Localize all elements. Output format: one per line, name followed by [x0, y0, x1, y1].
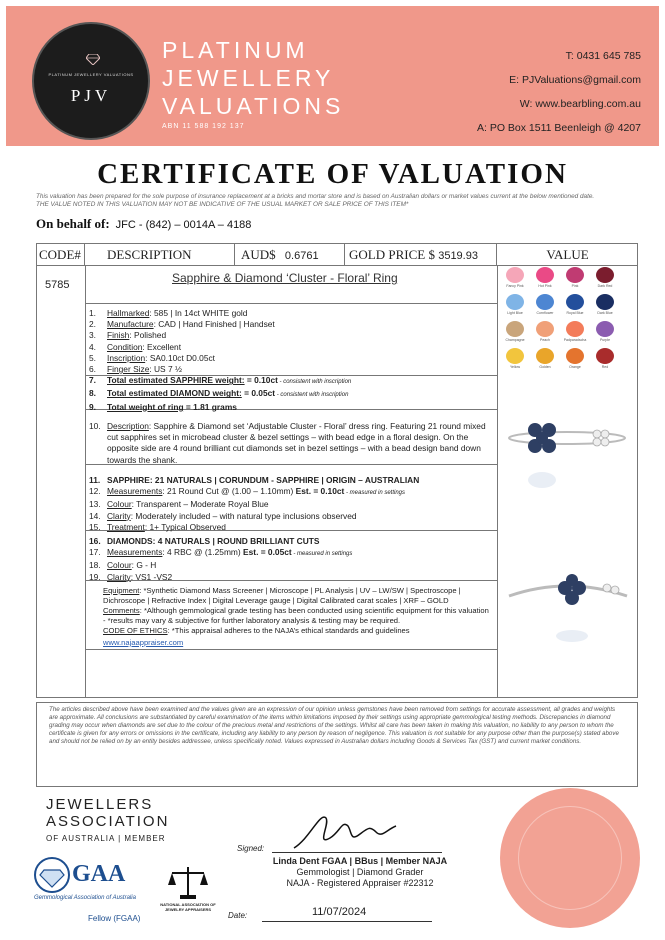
gaa-subtitle: Gemmological Association of Australia — [34, 895, 136, 901]
row-label: Colour — [107, 499, 132, 510]
gem-swatch-label: Dark Red — [597, 284, 613, 288]
abn-number: ABN 11 588 192 137 — [162, 123, 245, 130]
gem-swatch-label: Padparadscha — [563, 338, 587, 342]
row-divider — [85, 303, 497, 304]
gem-swatch — [536, 267, 554, 283]
gem-swatch — [596, 321, 614, 337]
signer-role: Gemmologist | Diamond Grader — [296, 867, 424, 877]
gold-label: GOLD PRICE $ — [349, 247, 435, 262]
gem-swatch-label: Dark Blue — [597, 311, 613, 315]
detail-row — [89, 342, 494, 353]
diamond-icon — [86, 54, 100, 65]
detail-row — [89, 308, 494, 319]
disclaimer-text: The articles described above have been examined and the values given are an expression of our opinion unless gemstones have been removed from settings for accurate assessment, all grades and weights are approximate. All conclusions are substantiated by careful examination of the items within limitations imposed by their settings using appropriate gemmological testing methods. Discrepancies in diamond grading may occur when diamonds are set due to the colour of the precious metal and restrictions of the settings. Whilst all care has been taken in making this valuation, no liability to any person to whom the certificate is given for any errors or omissions in the certificate, including any liability to any person by reason of negligence. This valuation is not suitable for any purpose other than the purpose(s) stated above and should not be relied on by an entity besides addressee, unless specifically noted. Values expressed in Australian dollars including Goods & Services Tax (GST) and current market conditions. — [36, 702, 638, 787]
gem-swatch — [506, 348, 524, 364]
item-title: Sapphire & Diamond ‘Cluster - Floral’ Ring — [172, 271, 398, 285]
brand-line: PLATINUM — [162, 37, 309, 63]
row-num: 1. — [89, 308, 96, 318]
row-label: Description — [107, 421, 149, 431]
detail-row — [89, 353, 494, 364]
gem-swatch — [506, 294, 524, 310]
gem-swatch-label: Cornflower — [536, 311, 554, 315]
diamonds-block — [89, 536, 494, 583]
gaa-diamond-icon — [34, 857, 70, 893]
row-text: : G - H — [131, 560, 157, 571]
row-label: Hallmarked — [107, 308, 150, 318]
row-num: 14. — [89, 510, 101, 521]
diamonds-heading — [89, 536, 494, 547]
sapphire-heading — [89, 475, 494, 486]
row-num: 8. — [89, 388, 96, 399]
column-divider — [497, 266, 498, 697]
gold-value: 3519.93 — [438, 250, 478, 262]
row-num: 6. — [89, 364, 96, 375]
row-num: 10. — [89, 421, 101, 431]
scales-icon — [168, 865, 208, 901]
row-num: 16. — [89, 536, 101, 546]
gem-swatch-label: Hot Pink — [538, 284, 552, 288]
gem-swatch-label: Red — [601, 365, 609, 369]
row-text: : Excellent — [142, 341, 182, 352]
intro-text — [36, 193, 646, 209]
row-text: : CAD | Hand Finished | Handset — [153, 319, 275, 330]
aud-rate — [235, 244, 345, 266]
gem-swatch-label: Peach — [540, 338, 550, 342]
gem-swatch — [596, 294, 614, 310]
row-label: Condition — [107, 341, 143, 352]
gem-swatch-label: Light Blue — [507, 311, 523, 315]
gem-swatch-label: Champagne — [505, 338, 525, 342]
row-label: Manufacture — [107, 319, 154, 330]
row-label: Finish — [107, 330, 130, 341]
note-label: Comments — [103, 606, 140, 615]
naja-link[interactable]: www.najaappraiser.com — [103, 638, 184, 647]
on-behalf-value: JFC - (842) – 0014A – 4188 — [115, 219, 252, 231]
row-text: : Sapphire & Diamond set ‘Adjustable Cluster - Floral’ dress ring. Featuring 21 round mixed cut sapphires set in microbead cluster & bezel settings – with bead edge in a floral design. On the opposite side are 4 round brilliant cut diamonds set in bezel settings – with a bead design band down towards the shank. — [107, 421, 486, 465]
description-row — [89, 421, 494, 466]
note-label: Equipment — [103, 586, 140, 595]
row-label: Total weight of ring — [107, 401, 184, 412]
row-text: : Transparent – Moderate Royal Blue — [131, 499, 269, 510]
detail-row — [89, 560, 494, 571]
ethics-note — [103, 626, 493, 636]
note-text: : *Although gemmological grade testing has been conducted using scientific equipment for this valuation - *results may vary & subjective for further laboratory analysis & testing may be required. — [103, 606, 489, 625]
row-label: Measurements — [107, 547, 163, 558]
detail-row — [89, 330, 494, 341]
gem-swatch — [566, 267, 584, 283]
row-text: : 1+ Typical Observed — [144, 521, 226, 532]
logo-monogram: PJV — [70, 86, 112, 105]
row-num: 5. — [89, 352, 96, 363]
note-label: CODE OF ETHICS — [103, 626, 168, 635]
row-num: 19. — [89, 571, 101, 582]
row-num: 4. — [89, 341, 96, 352]
heading-text: SAPPHIRE: 21 NATURALS | CORUNDUM - SAPPHIRE | ORIGIN – AUSTRALIAN — [107, 475, 420, 485]
total-row — [89, 375, 494, 388]
ring-photo-side — [507, 566, 637, 646]
column-divider — [85, 266, 86, 697]
row-num: 17. — [89, 547, 101, 558]
gem-swatch — [566, 348, 584, 364]
detail-row — [89, 547, 494, 560]
signer-registration: NAJA - Registered Appraiser #22312 — [286, 878, 434, 888]
pjv-logo — [32, 22, 150, 140]
jaa-logo — [46, 796, 169, 847]
email: E: PJValuations@gmail.com — [509, 74, 641, 86]
row-text: : 4 RBC @ (1.25mm) — [162, 547, 244, 558]
row-text: : 21 Round Cut @ (1.00 – 1.10mm) — [162, 486, 296, 497]
address: A: PO Box 1511 Beenleigh @ 4207 — [477, 122, 641, 134]
row-label: Clarity — [107, 510, 131, 521]
row-text: : VS1 -VS2 — [130, 571, 173, 582]
row-text: : Moderately included – with natural type inclusions observed — [130, 510, 357, 521]
date-value: 11/07/2024 — [312, 906, 367, 918]
gem-swatch — [566, 321, 584, 337]
row-text: : 585 | In 14ct WHITE gold — [149, 308, 248, 318]
heading-text: DIAMONDS: 4 NATURALS | ROUND BRILLIANT CUTS — [107, 536, 320, 546]
row-label: Total estimated DIAMOND weight: — [107, 388, 242, 399]
gold-price — [345, 244, 497, 266]
date-line — [262, 921, 432, 922]
detail-row — [89, 522, 494, 533]
phone: T: 0431 645 785 — [565, 50, 641, 62]
signer-block — [254, 856, 466, 889]
gem-swatch — [506, 267, 524, 283]
row-num: 3. — [89, 330, 96, 341]
row-label: Measurements — [107, 486, 163, 497]
letterhead — [6, 6, 659, 146]
gem-swatch — [566, 294, 584, 310]
jaa-line: JEWELLERS — [46, 796, 154, 813]
gaa-logo — [32, 855, 152, 925]
signature-line — [272, 852, 442, 853]
row-est: Est. = 0.10ct — [295, 486, 345, 497]
detail-row — [89, 511, 494, 522]
row-note: - consistent with inscription — [275, 392, 349, 399]
row-divider — [85, 649, 497, 650]
gaa-fellow: Fellow (FGAA) — [88, 914, 141, 923]
on-behalf-of — [36, 216, 251, 232]
naja-logo — [156, 865, 220, 912]
row-num: 7. — [89, 375, 96, 386]
row-note: - measured in settings — [344, 490, 406, 497]
col-value-header: VALUE — [497, 244, 638, 266]
gem-swatch — [536, 348, 554, 364]
signed-label: Signed: — [237, 844, 265, 853]
gem-swatch — [596, 348, 614, 364]
detail-row — [89, 499, 494, 510]
brand-name — [162, 36, 344, 120]
row-label: Colour — [107, 560, 132, 571]
seal-inner-ring — [518, 806, 622, 910]
gem-swatch — [536, 294, 554, 310]
row-label: Treatment — [107, 521, 145, 532]
row-text: : SA0.10ct D0.05ct — [145, 352, 216, 363]
row-num: 18. — [89, 560, 101, 571]
row-num: 15. — [89, 521, 101, 532]
row-value: = 1.81 grams — [183, 401, 237, 412]
signature — [290, 808, 400, 854]
brand-line: JEWELLERY — [162, 65, 335, 91]
row-num: 2. — [89, 319, 96, 330]
logo-ring-text: PLATINUM JEWELLERY VALUATIONS — [48, 72, 134, 77]
certificate-title: CERTIFICATE OF VALUATION — [97, 158, 568, 190]
on-behalf-label: On behalf of: — [36, 216, 110, 231]
description-block — [89, 421, 494, 466]
equipment-note — [103, 586, 493, 606]
website: W: www.bearbling.com.au — [519, 98, 641, 110]
row-num: 13. — [89, 499, 101, 510]
item-code: 5785 — [45, 279, 70, 291]
row-text: : Polished — [129, 330, 167, 341]
note-text: : *This appraisal adheres to the NAJA’s ethical standards and guidelines — [167, 626, 410, 635]
row-text: : US 7 ½ — [149, 364, 182, 375]
sapphire-block — [89, 475, 494, 533]
row-est: Est. = 0.05ct — [243, 547, 292, 558]
brand-line: VALUATIONS — [162, 93, 345, 119]
jaa-member: OF AUSTRALIA | MEMBER — [46, 834, 166, 843]
total-row — [89, 402, 494, 413]
row-num: 11. — [89, 475, 101, 485]
intro-line: This valuation has been prepared for the sole purpose of insurance replacement at a bricks and mortar store and is based on Australian dollars or market values current at the below mentioned date. — [36, 193, 595, 200]
row-note: - measured in settings — [291, 551, 353, 558]
aud-label: AUD$ — [241, 247, 276, 262]
note-text: : *Synthetic Diamond Mass Screener | Microscope | PL Analysis | UV – LW/SW | Spectroscope | Dichroscope | Refractive Index | Digital Leverage gauge | Digital Calibrated carat scales | XRF – GOLD — [103, 586, 461, 605]
intro-line: THE VALUE NOTED IN THIS VALUATION MAY NOT BE INDICATIVE OF THE USUAL MARKET OR SALE PRICE OF THIS ITEM* — [36, 201, 409, 208]
details-list — [89, 308, 494, 413]
row-num: 12. — [89, 486, 101, 497]
row-label: Clarity — [107, 571, 131, 582]
embossed-seal — [500, 788, 640, 928]
detail-row — [89, 486, 494, 499]
row-value: = 0.05ct — [241, 388, 276, 399]
gem-swatch-label: Yellow — [510, 365, 520, 369]
ring-photo-top — [507, 410, 627, 500]
date-label: Date: — [228, 911, 248, 920]
row-value: = 0.10ct — [244, 375, 278, 386]
detail-row — [89, 319, 494, 330]
row-label: Total estimated SAPPHIRE weight: — [107, 375, 245, 386]
notes-block — [103, 586, 493, 648]
gem-swatch-label: Royal Blue — [566, 311, 584, 315]
row-label: Finger Size — [107, 364, 150, 375]
gem-swatch-label: Fancy Pink — [506, 284, 524, 288]
col-code-header: CODE# — [37, 244, 85, 266]
detail-row — [89, 572, 494, 583]
gem-swatch — [536, 321, 554, 337]
contact-block — [477, 44, 641, 140]
gem-swatch — [506, 321, 524, 337]
gaa-text: GAA — [72, 861, 126, 887]
total-row — [89, 388, 494, 401]
row-note: - consistent with inscription — [277, 379, 352, 386]
gem-swatch-label: Golden — [539, 365, 551, 369]
row-label: Inscription — [107, 352, 146, 363]
aud-value: 0.6761 — [284, 250, 319, 262]
naja-text: NATIONAL ASSOCIATION OF JEWELRY APPRAISERS — [160, 902, 216, 912]
detail-row — [89, 364, 494, 375]
signer-name: Linda Dent FGAA | BBus | Member NAJA — [272, 856, 448, 866]
jaa-line: ASSOCIATION — [46, 813, 170, 830]
gem-swatch-label: Orange — [569, 365, 581, 369]
col-description-header: DESCRIPTION — [85, 244, 235, 266]
gem-swatch — [596, 267, 614, 283]
gem-swatch-label: Purple — [599, 338, 611, 342]
comments-note — [103, 606, 493, 626]
row-num: 9. — [89, 401, 96, 412]
gem-swatch-label: Pink — [571, 284, 579, 288]
